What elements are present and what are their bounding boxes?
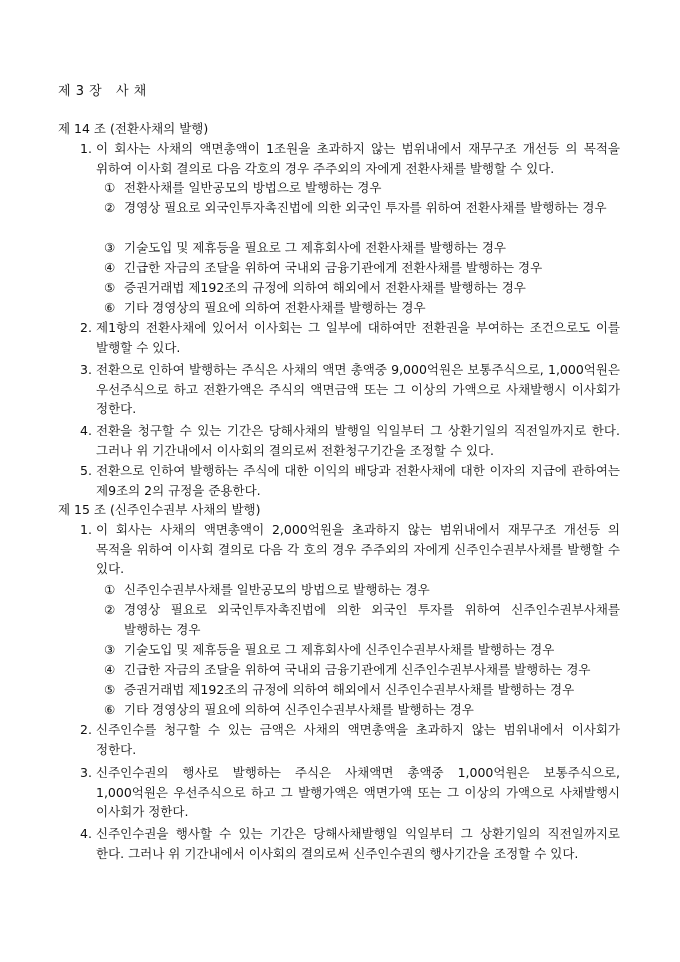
article-15-para-4 bbox=[80, 824, 620, 863]
article-15-sub-6 bbox=[104, 700, 620, 720]
sub-text: 긴급한 자금의 조달을 위하여 국내외 금융기관에게 전환사채를 발행하는 경우 bbox=[124, 260, 543, 275]
circled-number: ② bbox=[104, 602, 116, 617]
para-text: 전환으로 인하여 발행하는 주식은 사채의 액면 총액중 9,000억원은 보통주식으로, 1,000억원은 우선주식으로 하고 전환가액은 주식의 액면금액 또는 그 이상의 가액으로 사채발행시 이사회가 정한다. bbox=[96, 362, 620, 416]
article-14-sub-1 bbox=[104, 178, 620, 198]
article-14-para-2 bbox=[80, 318, 620, 357]
sub-text: 기술도입 및 제휴등을 필요로 그 제휴회사에 신주인수권부사채를 발행하는 경우 bbox=[124, 642, 555, 657]
para-number: 4. bbox=[80, 826, 92, 841]
article-14-sub-5 bbox=[104, 278, 620, 298]
circled-number: ③ bbox=[104, 240, 116, 255]
para-number: 1. bbox=[80, 141, 92, 156]
para-text: 제1항의 전환사채에 있어서 이사회는 그 일부에 대하여만 전환권을 부여하는 조건으로도 이를 발행할 수 있다. bbox=[96, 320, 620, 355]
sub-text: 경영상 필요로 외국인투자촉진법에 의한 외국인 투자를 위하여 신주인수권부사채를 발행하는 경우 bbox=[124, 602, 620, 637]
sub-text: 경영상 필요로 외국인투자촉진법에 의한 외국인 투자를 위하여 전환사채를 발행하는 경우 bbox=[124, 200, 607, 215]
article-14-sub-2 bbox=[104, 198, 620, 218]
sub-text: 전환사채를 일반공모의 방법으로 발행하는 경우 bbox=[124, 180, 382, 195]
para-number: 3. bbox=[80, 765, 92, 780]
circled-number: ④ bbox=[104, 662, 116, 677]
para-text: 이 회사는 사채의 액면총액이 2,000억원을 초과하지 않는 범위내에서 재무구조 개선등 의 목적을 위하여 이사회 결의로 다음 각 호의 경우 주주외의 자에게 신주인수권부사채를 발행할 수 있다. bbox=[96, 522, 620, 576]
sub-text: 증권거래법 제192조의 규정에 의하여 해외에서 전환사채를 발행하는 경우 bbox=[124, 280, 526, 295]
article-15-para-2 bbox=[80, 720, 620, 759]
circled-number: ⑤ bbox=[104, 280, 116, 295]
para-text: 이 회사는 사채의 액면총액이 1조원을 초과하지 않는 범위내에서 재무구조 개선등 의 목적을 위하여 이사회 결의로 다음 각호의 경우 주주외의 자에게 전환사채를 발행할 수 있다. bbox=[96, 141, 620, 176]
article-14-para-4 bbox=[80, 421, 620, 460]
article-14-para-5 bbox=[80, 461, 620, 500]
chapter-heading: 제 3 장 사 채 bbox=[58, 84, 147, 99]
sub-text: 기술도입 및 제휴등을 필요로 그 제휴회사에 전환사채를 발행하는 경우 bbox=[124, 240, 506, 255]
sub-text: 긴급한 자금의 조달을 위하여 국내외 금융기관에게 신주인수권부사채를 발행하는 경우 bbox=[124, 662, 591, 677]
para-text: 전환으로 인하여 발행하는 주식에 대한 이익의 배당과 전환사채에 대한 이자의 지급에 관하여는 제9조의 2의 규정을 준용한다. bbox=[96, 463, 620, 498]
para-text: 신주인수를 청구할 수 있는 금액은 사채의 액면총액을 초과하지 않는 범위내에서 이사회가 정한다. bbox=[96, 722, 620, 757]
circled-number: ④ bbox=[104, 260, 116, 275]
circled-number: ① bbox=[104, 180, 116, 195]
sub-text: 신주인수권부사채를 일반공모의 방법으로 발행하는 경우 bbox=[124, 582, 430, 597]
para-number: 4. bbox=[80, 423, 92, 438]
article-14-sub-3 bbox=[104, 238, 620, 258]
article-15-sub-4 bbox=[104, 660, 620, 680]
circled-number: ② bbox=[104, 200, 116, 215]
article-15-para-3 bbox=[80, 763, 620, 822]
sub-text: 기타 경영상의 필요에 의하여 신주인수권부사채를 발행하는 경우 bbox=[124, 702, 474, 717]
article-15-sub-3 bbox=[104, 640, 620, 660]
para-number: 3. bbox=[80, 362, 92, 377]
para-text: 신주인수권을 행사할 수 있는 기간은 당해사채발행일 익일부터 그 상환기일의 직전일까지로 한다. 그러나 위 기간내에서 이사회의 결의로써 신주인수권의 행사기간을 조정할 수 있다. bbox=[96, 826, 620, 861]
para-number: 1. bbox=[80, 522, 92, 537]
para-number: 2. bbox=[80, 320, 92, 335]
article-15-title: 제 15 조 (신주인수권부 사채의 발행) bbox=[58, 502, 261, 517]
circled-number: ⑤ bbox=[104, 682, 116, 697]
sub-text: 기타 경영상의 필요에 의하여 전환사채를 발행하는 경우 bbox=[124, 300, 426, 315]
article-15-para-1 bbox=[80, 520, 620, 579]
article-14-para-3 bbox=[80, 360, 620, 419]
circled-number: ⑥ bbox=[104, 300, 116, 315]
article-14-title: 제 14 조 (전환사채의 발행) bbox=[58, 121, 209, 136]
para-number: 5. bbox=[80, 463, 92, 478]
article-15-sub-5 bbox=[104, 680, 620, 700]
article-15-sub-2 bbox=[104, 600, 620, 639]
article-14-para-1 bbox=[80, 139, 620, 178]
para-number: 2. bbox=[80, 722, 92, 737]
article-15-sub-1 bbox=[104, 580, 620, 600]
circled-number: ⑥ bbox=[104, 702, 116, 717]
circled-number: ③ bbox=[104, 642, 116, 657]
circled-number: ① bbox=[104, 582, 116, 597]
para-text: 전환을 청구할 수 있는 기간은 당해사채의 발행일 익일부터 그 상환기일의 직전일까지로 한다. 그러나 위 기간내에서 이사회의 결의로써 전환청구기간을 조정할 수 있다. bbox=[96, 423, 620, 458]
article-14-sub-4 bbox=[104, 258, 620, 278]
para-text: 신주인수권의 행사로 발행하는 주식은 사채액면 총액중 1,000억원은 보통주식으로, 1,000억원은 우선주식으로 하고 그 발행가액은 액면가액 또는 그 이상의 가액으로 사채발행시 이사회가 정한다. bbox=[96, 765, 620, 819]
article-14-sub-6 bbox=[104, 298, 620, 318]
sub-text: 증권거래법 제192조의 규정에 의하여 해외에서 신주인수권부사채를 발행하는 경우 bbox=[124, 682, 575, 697]
